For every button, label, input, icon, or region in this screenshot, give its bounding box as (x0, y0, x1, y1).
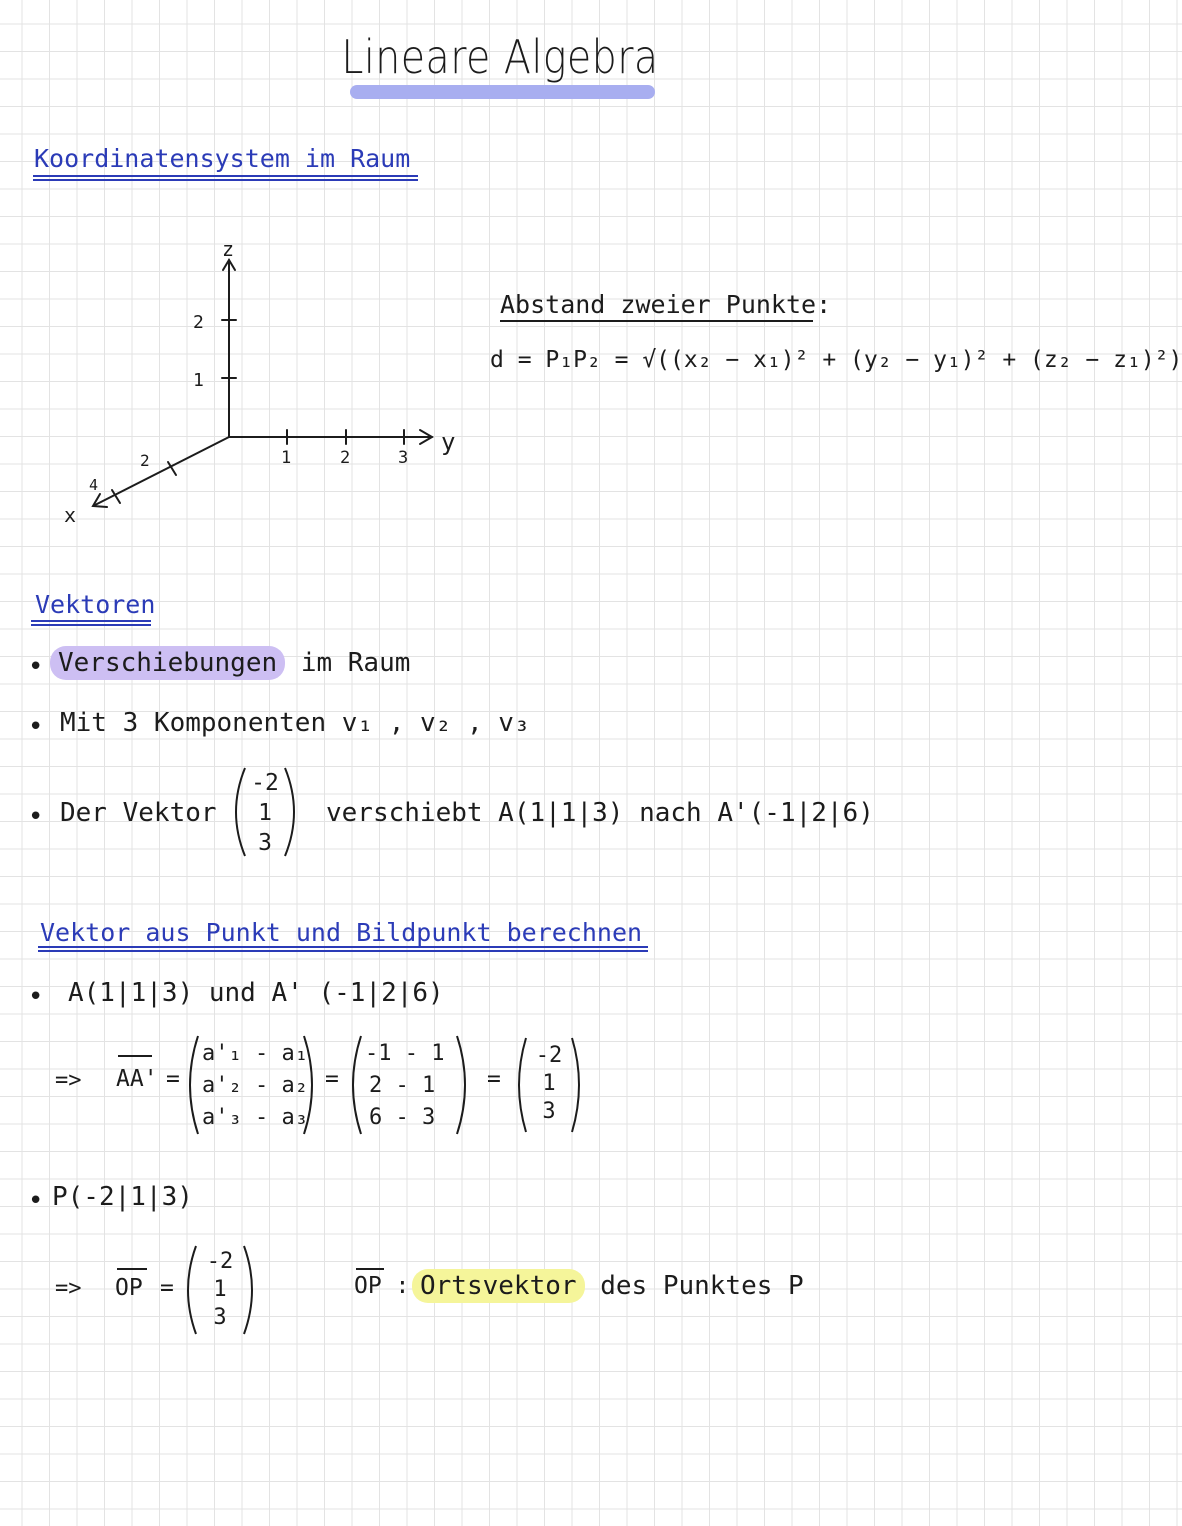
verschiebungen-highlight: Verschiebungen (50, 646, 285, 680)
bullet3-prefix: Der Vektor (60, 798, 217, 828)
col3-row1: -2 (535, 1043, 563, 1068)
numeric-column-vector (345, 1030, 475, 1140)
op-rest: des Punktes P (600, 1271, 804, 1301)
bullet2-line: Mit 3 Komponenten v₁ , v₂ , v₃ (60, 708, 530, 738)
equals-op: = (160, 1275, 174, 1301)
y-tick-label-2: 2 (340, 448, 351, 468)
op-description (412, 1271, 804, 1301)
op-column-vector (178, 1240, 268, 1340)
z-tick-label-2: 2 (193, 312, 204, 333)
y-tick-label-3: 3 (398, 448, 409, 468)
bullet1-line (50, 648, 410, 678)
y-tick-label-1: 1 (281, 448, 292, 468)
op-row3: 3 (213, 1305, 227, 1330)
col1-row3: a'₃ - a₃ (202, 1105, 308, 1130)
points-line: A(1|1|3) und A' (-1|2|6) (68, 978, 444, 1008)
col3-row3: 3 (542, 1099, 556, 1124)
vector-arrow-line (118, 1055, 152, 1057)
coordinate-system-diagram (0, 230, 480, 530)
bullet-dot: • (28, 1186, 44, 1216)
vector-component-2: 1 (258, 800, 272, 826)
z-tick-label-1: 1 (193, 370, 204, 391)
right-paren (285, 768, 294, 856)
col2-row1: -1 - 1 (365, 1041, 445, 1066)
x-tick-label-4: 4 (89, 476, 99, 494)
formula-column-vector (182, 1030, 322, 1140)
equals-1: = (166, 1066, 180, 1092)
result-column-vector (510, 1030, 590, 1140)
col2-row3: 6 - 3 (369, 1105, 436, 1130)
implies-arrow-2: => (55, 1276, 82, 1301)
vector-aa-prime: AA' (116, 1066, 158, 1092)
equals-2: = (325, 1066, 339, 1092)
title-underline (350, 85, 655, 99)
vector-component-1: -2 (251, 770, 279, 796)
vectors-heading-underline (31, 620, 151, 626)
vector-component-3: 3 (258, 830, 272, 856)
distance-heading-underline (500, 320, 813, 322)
x-axis-label: x (64, 503, 77, 527)
bullet3-suffix: verschiebt A(1|1|3) nach A'(-1|2|6) (326, 798, 874, 828)
ortsvektor-highlight: Ortsvektor (412, 1269, 585, 1303)
bullet-dot: • (28, 652, 44, 682)
compute-heading: Vektor aus Punkt und Bildpunkt berechnen (40, 918, 643, 947)
distance-heading: Abstand zweier Punkte: (500, 290, 832, 319)
x-tick-label-2: 2 (140, 451, 150, 470)
bullet-dot: • (28, 802, 44, 832)
col1-row1: a'₁ - a₁ (202, 1041, 308, 1066)
col1-row2: a'₂ - a₂ (202, 1073, 308, 1098)
equals-3: = (487, 1066, 501, 1092)
bullet3-vector (225, 762, 305, 862)
point-p: P(-2|1|3) (52, 1182, 193, 1212)
col3-row2: 1 (542, 1071, 556, 1096)
compute-heading-underline (38, 946, 648, 952)
op-label-arrow-line (356, 1268, 384, 1270)
page-title: Lineare Algebra (341, 30, 659, 84)
implies-arrow: => (55, 1068, 82, 1093)
left-paren (236, 768, 245, 856)
op-arrow-line (117, 1268, 147, 1270)
bullet1-rest: im Raum (300, 648, 411, 678)
col2-row2: 2 - 1 (369, 1073, 436, 1098)
distance-formula: d = P₁P₂ = √((x₂ − x₁)² + (y₂ − y₁)² + (z₂ − z₁)²) (490, 347, 1182, 373)
op-row2: 1 (213, 1277, 227, 1302)
bullet-dot: • (28, 982, 44, 1012)
coord-heading: Koordinatensystem im Raum (34, 144, 411, 173)
vector-op: OP (115, 1275, 143, 1301)
op-row1: -2 (206, 1249, 234, 1274)
op-label: OP : (354, 1273, 410, 1299)
bullet-dot: • (28, 712, 44, 742)
vectors-heading: Vektoren (35, 590, 156, 619)
y-axis-label: y (441, 428, 456, 456)
coord-heading-underline (33, 175, 418, 181)
z-axis-label: z (222, 237, 235, 261)
